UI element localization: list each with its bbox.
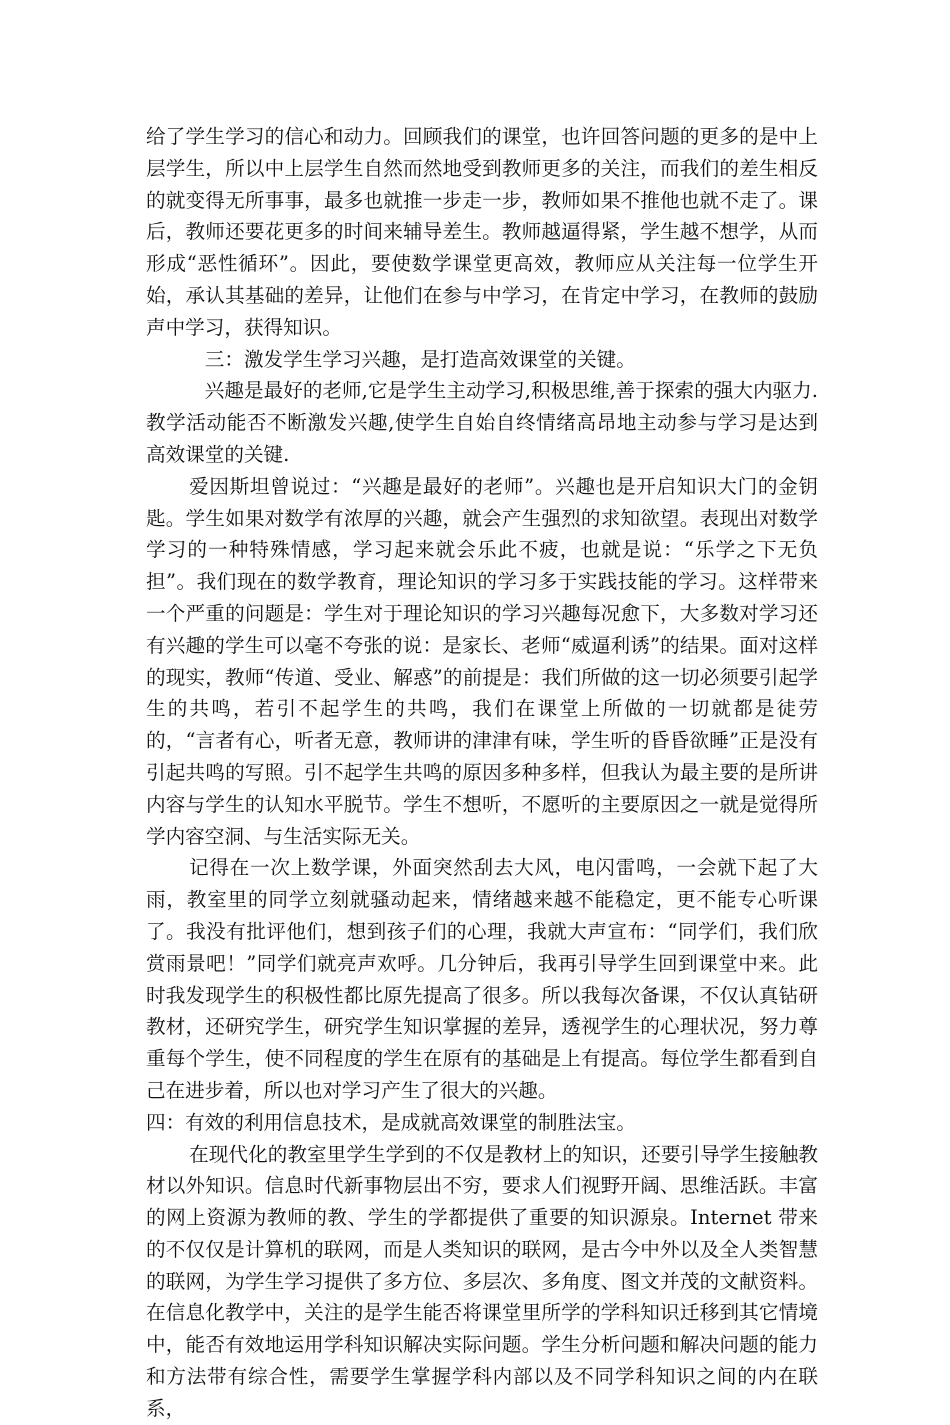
text-line: 在现代化的教室里学生学到的不仅是教材上的知识，还要引导学 — [189, 1142, 740, 1166]
text-line: 综合性，需要学生掌握学科内部以及不同学科知识之间的内在联系， — [146, 1365, 819, 1420]
text-line: 强大内驱力.教学活动能否不断激发兴趣,使学生自始自终情绪高昂 — [146, 379, 819, 435]
text-line: 而我们的差生相反的就变得无所事事，最多也就推一步走一步，教师 — [146, 156, 819, 212]
paragraph-interest — [146, 375, 818, 470]
text-line: 知识的学习兴趣每况愈下，大多数对学习还有兴趣的学生可以毫不夸 — [146, 601, 819, 657]
paragraph-rain-story — [146, 852, 818, 1106]
text-line: 就是说：“乐学之下无负担”。我们现在的数学教育，理论知识的学 — [146, 538, 818, 594]
text-line: 生接触教材以外知识。信息时代新事物层出不穷，要求人们视野开阔、 — [146, 1142, 819, 1198]
text-line: 给了学生学习的信心和动力。回顾我们的课堂，也许回答问题的更多 — [146, 125, 740, 148]
text-line: 爱因斯坦曾说过：“兴趣是最好的老师”。兴趣也是开启知识大 — [189, 474, 738, 498]
text-line: 起了大雨，教室里的同学立刻就骚动起来，情绪越来越不能稳定，更 — [146, 856, 819, 912]
text-line: 知识。 — [283, 315, 342, 339]
text-line: 思维活跃。丰富的网上资源为教师的教、学生的学都提供了重要的知 — [146, 1174, 819, 1230]
text-line: 三：激发学生学习兴趣，是打造高效课堂的关键。 — [204, 347, 636, 371]
text-line: 所以也对学习产生了很大的兴趣。 — [263, 1078, 558, 1102]
text-line: 记得在一次上数学课，外面突然刮去大风，电闪雷鸣，一会就下 — [189, 856, 758, 880]
text-line: 多层次、多角度、图文并茂的文献资料。在信息化教学中，关注的是学 — [146, 1269, 819, 1325]
text-line: 习多于实践技能的学习。这样带来一个严重的问题是：学生对于理论 — [146, 570, 818, 625]
text-line: 张的说：是家长、老师“威逼利诱”的结果。面对这样的现实，教师 — [146, 633, 818, 689]
text-line: 为最主要的是所讲内容与学生的认知水平脱节。学生不想听，不愿听 — [146, 760, 819, 816]
text-line: 的主要原因之一就是觉得所学内容空洞、与生活实际无关。 — [146, 792, 818, 848]
text-line: 四：有效的利用信息技术，是成就高效课堂的制胜法宝。 — [146, 1110, 636, 1134]
text-line: 度的学生在原有的基础是上有提高。每位学生都看到自己在进步着， — [146, 1047, 819, 1102]
text-line: 很多。所以我每次备课，不仅认真钻研教材，还研究学生，研究学生知 — [146, 983, 819, 1039]
text-line: 再引导学生回到课堂中来。此时我发现学生的积极性都比原先提高了 — [146, 951, 818, 1007]
text-line: 地主动参与学习是达到高效课堂的关键. — [146, 411, 818, 466]
text-line: “传道、受业、解惑”的前提是：我们所做的这一切必须要引起学生 — [146, 665, 818, 721]
text-line: 如果不推他也就不走了。课后，教师还要花更多的时间来辅导差生。 — [146, 188, 818, 244]
paragraph-continuation — [146, 121, 818, 344]
text-line: 的，“言者有心，听者无意，教师讲的津津有味，学生听的昏昏欲睡” — [146, 729, 739, 753]
text-line: 生能否将课堂里所学的学科知识迁移到其它情境中，能否有效地运用 — [146, 1301, 819, 1357]
text-line: 让他们在参与中学习，在肯定中学习，在教师的鼓励声中学习，获得 — [146, 283, 818, 339]
text-line: 识源泉。Internet 带来的不仅仅是计算机的联网，而是人类知识的联 — [146, 1206, 819, 1261]
text-line: 不能专心听课了。我没有批评他们，想到孩子们的心理，我就大声宣 — [146, 888, 819, 943]
section-heading-three — [146, 344, 818, 376]
text-line: 望。表现出对数学学习的一种特殊情感，学习起来就会乐此不疲，也 — [146, 506, 819, 562]
text-line: 教师越逼得紧，学生越不想学，从而形成“恶性循环”。因此，要使数 — [146, 220, 819, 276]
text-line: 布：“同学们，我们欣赏雨景吧！”同学们就亮声欢呼。几分钟后，我 — [146, 919, 818, 975]
text-line: 的是中上层学生，所以中上层学生自然而然地受到教师更多的关注， — [146, 125, 819, 180]
document-body — [146, 121, 818, 1425]
paragraph-einstein — [146, 471, 818, 853]
text-line: 兴趣是最好的老师,它是学生主动学习,积极思维,善于探索的 — [204, 379, 714, 403]
paragraph-information-technology — [146, 1139, 818, 1425]
text-line: 识掌握的差异，透视学生的心理状况，努力尊重每个学生，使不同程 — [146, 1015, 819, 1071]
text-line: 网，是古今中外以及全人类智慧的联网，为学生学习提供了多方位、 — [146, 1237, 819, 1293]
text-line: 学课堂更高效，教师应从关注每一位学生开始，承认其基础的差异， — [146, 252, 819, 307]
text-line: 门的金钥匙。学生如果对数学有浓厚的兴趣，就会产生强烈的求知欲 — [146, 474, 818, 530]
text-line: 学科知识解决实际问题。学生分析问题和解决问题的能力和方法带有 — [146, 1333, 819, 1389]
section-heading-four — [146, 1107, 818, 1139]
text-line: 的共鸣，若引不起学生的共鸣，我们在课堂上所做的一切就都是徒劳 — [167, 697, 819, 721]
text-line: 正是没有引起共鸣的写照。引不起学生共鸣的原因多种多样，但我认 — [146, 729, 818, 784]
